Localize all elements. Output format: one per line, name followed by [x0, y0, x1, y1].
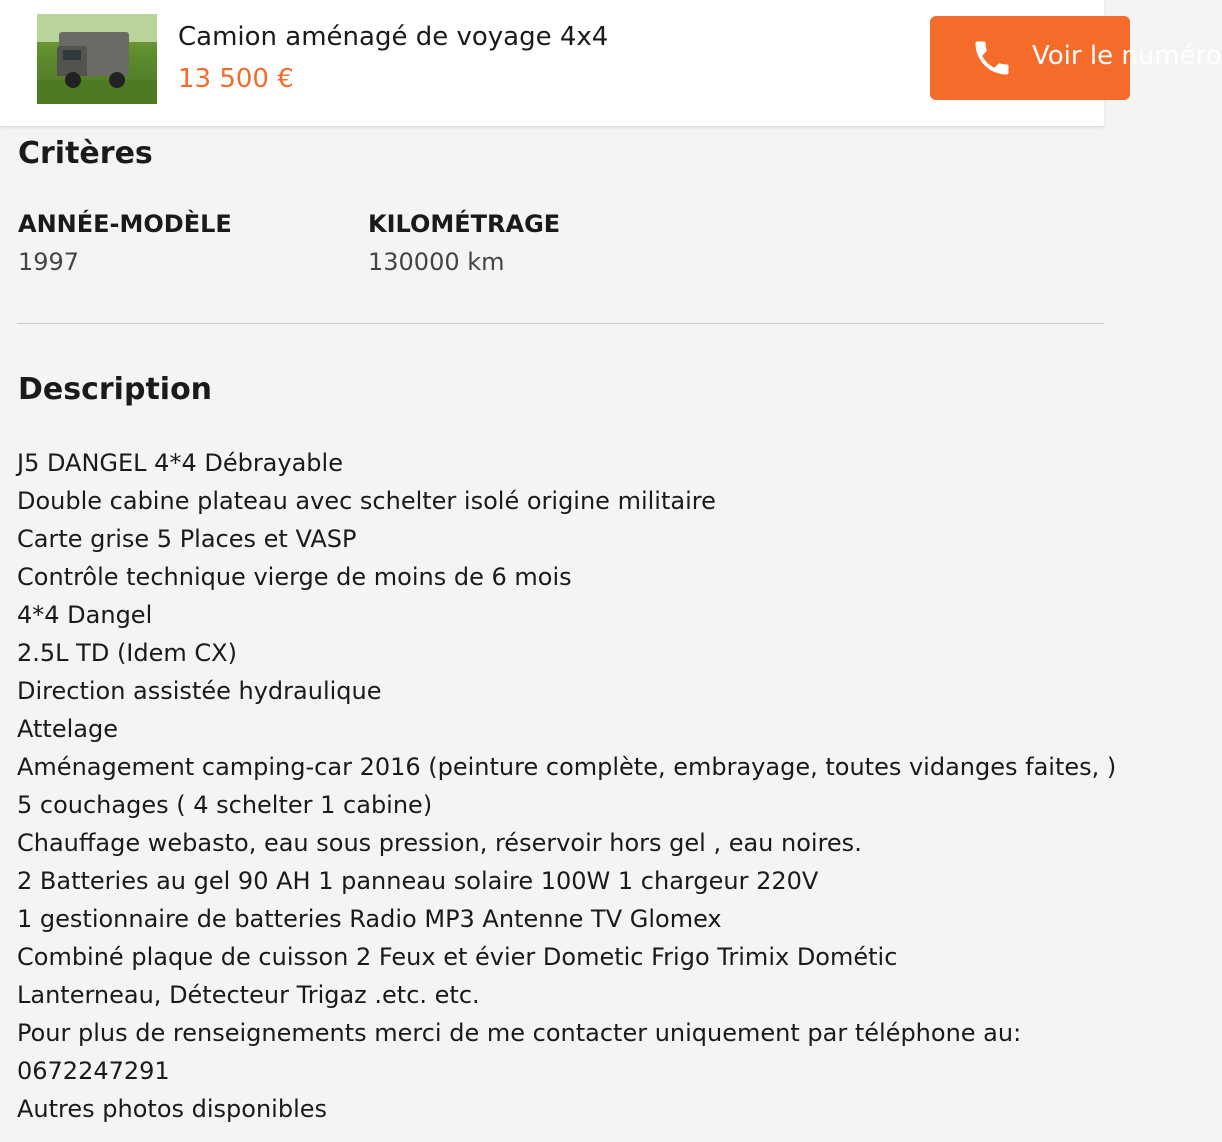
description-line: 2.5L TD (Idem CX): [17, 639, 237, 667]
description-line: Pour plus de renseignements merci de me contacter uniquement par téléphone au:: [17, 1019, 1022, 1047]
description-line: 2 Batteries au gel 90 AH 1 panneau solaire 100W 1 chargeur 220V: [17, 867, 819, 895]
show-phone-button[interactable]: [930, 16, 1222, 100]
description-line: Lanterneau, Détecteur Trigaz .etc. etc.: [17, 981, 480, 1009]
description-line: Autres photos disponibles: [17, 1095, 328, 1123]
description-line: Attelage: [17, 715, 118, 743]
description-line: 1 gestionnaire de batteries Radio MP3 Antenne TV Glomex: [17, 905, 722, 933]
criteria-value-year: 1997: [18, 248, 80, 276]
listing-title: Camion aménagé de voyage 4x4: [178, 22, 609, 52]
phone-icon: [970, 36, 1014, 80]
show-phone-label: Voir le numéro: [1032, 41, 1222, 71]
description-line: 5 couchages ( 4 schelter 1 cabine): [17, 791, 433, 819]
criteria-label-year: ANNÉE-MODÈLE: [18, 210, 232, 238]
sticky-header: [0, 0, 1222, 127]
section-divider: [17, 323, 1104, 324]
description-line: 4*4 Dangel: [17, 601, 153, 629]
criteria-label-mileage: KILOMÉTRAGE: [368, 210, 561, 238]
description-phone-number: 0672247291: [17, 1057, 170, 1085]
criteria-heading: Critères: [18, 136, 153, 171]
vehicle-thumbnail[interactable]: [37, 14, 157, 104]
description-line: Carte grise 5 Places et VASP: [17, 525, 357, 553]
listing-price: 13 500 €: [178, 64, 294, 94]
description-heading: Description: [18, 372, 213, 407]
description-body: [17, 444, 1127, 1128]
description-line: Contrôle technique vierge de moins de 6 mois: [17, 563, 572, 591]
description-line: Combiné plaque de cuisson 2 Feux et évier Dometic Frigo Trimix Dométic: [17, 943, 898, 971]
description-line: Direction assistée hydraulique: [17, 677, 382, 705]
criteria-value-mileage: 130000 km: [368, 248, 505, 276]
description-line: Chauffage webasto, eau sous pression, réservoir hors gel , eau noires.: [17, 829, 862, 857]
description-line: Double cabine plateau avec schelter isolé origine militaire: [17, 487, 716, 515]
description-line: J5 DANGEL 4*4 Débrayable: [17, 449, 343, 477]
description-line: Aménagement camping-car 2016 (peinture complète, embrayage, toutes vidanges faites, ): [17, 753, 1117, 781]
